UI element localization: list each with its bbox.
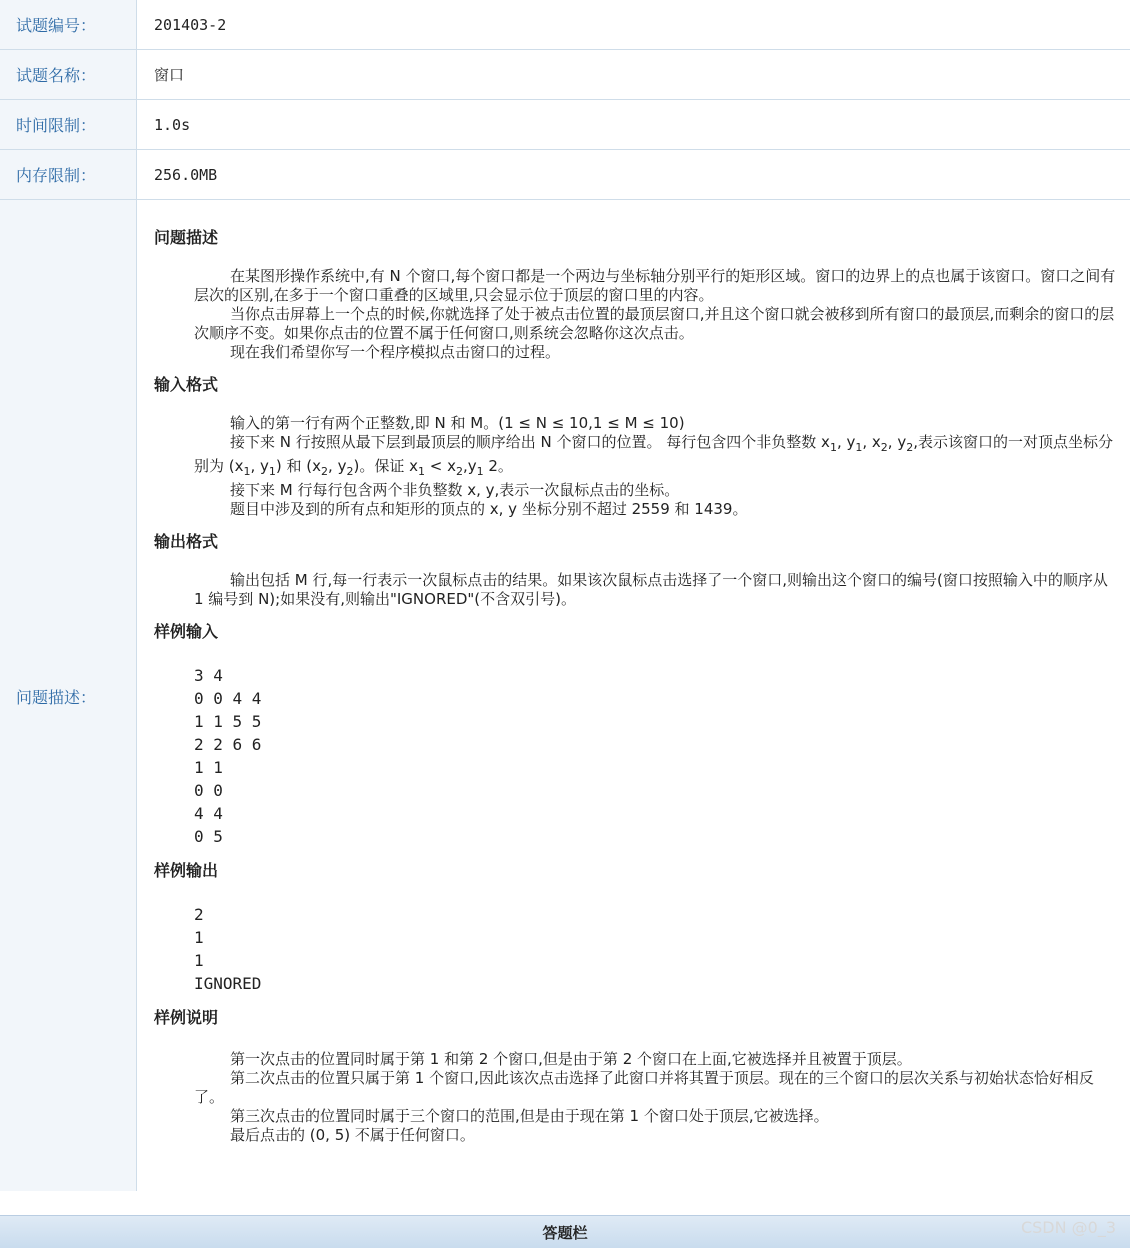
input-p2-b: , y — [836, 433, 856, 451]
sample-explanation-text — [154, 1050, 1120, 1145]
answer-bar-label: 答题栏 — [542, 1223, 588, 1242]
sample-input: 3 4 0 0 4 4 1 1 5 5 2 2 6 6 1 1 0 0 4 4 0 5 — [194, 666, 262, 846]
sub-x1b: 1 — [243, 465, 251, 478]
answer-bar[interactable] — [0, 1215, 1130, 1248]
value-time-limit: 1.0s — [154, 115, 191, 134]
input-p3: 接下来 M 行每行包含两个非负整数 x, y,表示一次鼠标点击的坐标。 — [230, 481, 680, 499]
heading-sample-output: 样例输出 — [154, 861, 219, 880]
label-problem-description: 问题描述： — [0, 200, 137, 1192]
label-time-limit: 时间限制： — [0, 100, 137, 149]
explain-p1: 第一次点击的位置同时属于第 1 和第 2 个窗口,但是由于第 2 个窗口在上面,它被选择并且被置于顶层。 — [230, 1050, 912, 1068]
row-time-limit — [0, 100, 1130, 150]
row-memory-limit — [0, 150, 1130, 200]
input-p4: 题目中涉及到的所有点和矩形的顶点的 x, y 坐标分别不超过 2559 和 1439。 — [230, 500, 748, 518]
sub-y1c: 1 — [476, 465, 484, 478]
heading-input-format: 输入格式 — [154, 375, 219, 394]
sub-y1b: 1 — [268, 465, 276, 478]
sub-x2c: 2 — [455, 465, 463, 478]
input-p2-e: ,表示该窗口的一对顶点坐标分别为 (x — [194, 433, 1113, 475]
heading-description: 问题描述 — [154, 228, 219, 247]
description-p3: 现在我们希望你写一个程序模拟点击窗口的过程。 — [230, 343, 561, 361]
row-problem-description — [0, 200, 1130, 1193]
input-p2 — [194, 433, 1120, 481]
label-problem-id: 试题编号： — [0, 0, 137, 49]
input-p2-c: , x — [862, 433, 881, 451]
explain-p2: 第二次点击的位置只属于第 1 个窗口,因此该次点击选择了此窗口并将其置于顶层。现在的三个窗口的层次关系与初始状态恰好相反了。 — [194, 1069, 1094, 1106]
input-p2-g: ) 和 (x — [275, 457, 322, 475]
input-p2-j: < x — [424, 457, 456, 475]
heading-sample-explanation: 样例说明 — [154, 1008, 219, 1027]
sub-x1c: 1 — [417, 465, 425, 478]
sub-y1: 1 — [855, 441, 863, 454]
label-memory-limit: 内存限制： — [0, 150, 137, 199]
input-p2-i: )。保证 x — [353, 457, 418, 475]
explain-p4: 最后点击的 (0, 5) 不属于任何窗口。 — [230, 1126, 475, 1144]
sample-output: 2 1 1 IGNORED — [194, 905, 262, 993]
value-memory-limit: 256.0MB — [154, 165, 218, 184]
input-p2-f: , y — [250, 457, 269, 475]
row-problem-name — [0, 50, 1130, 100]
sub-y2: 2 — [906, 441, 914, 454]
sub-x1: 1 — [829, 441, 837, 454]
heading-sample-input: 样例输入 — [154, 622, 219, 641]
heading-output-format: 输出格式 — [154, 532, 219, 551]
input-p2-l: 2。 — [483, 457, 513, 475]
input-p2-a: 接下来 N 行按照从最下层到最顶层的顺序给出 N 个窗口的位置。 每行包含四个非负整数 x — [230, 433, 830, 451]
value-problem-id: 201403-2 — [154, 15, 227, 34]
watermark: CSDN @0_3 — [1020, 1218, 1116, 1237]
description-p1: 在某图形操作系统中,有 N 个窗口,每个窗口都是一个两边与坐标轴分别平行的矩形区域。窗口的边界上的点也属于该窗口。窗口之间有层次的区别,在多于一个窗口重叠的区域里,只会显示位于顶层的窗口里的内容。 — [194, 267, 1116, 304]
problem-content — [137, 200, 1130, 1192]
sub-x2: 2 — [880, 441, 888, 454]
sub-y2b: 2 — [346, 465, 354, 478]
row-problem-id — [0, 0, 1130, 50]
description-text — [154, 267, 1120, 362]
label-problem-name: 试题名称： — [0, 50, 137, 99]
output-p1: 输出包括 M 行,每一行表示一次鼠标点击的结果。如果该次鼠标点击选择了一个窗口,则输出这个窗口的编号(窗口按照输入中的顺序从 1 编号到 N);如果没有,则输出"IGNORED"(不含双引号)。 — [194, 571, 1108, 608]
input-p2-h: , y — [328, 457, 347, 475]
table-bottom-spacer — [0, 1191, 1130, 1215]
value-problem-name: 窗口 — [154, 66, 185, 84]
input-format-text — [154, 414, 1120, 519]
input-p2-k: ,y — [462, 457, 477, 475]
input-p2-d: , y — [887, 433, 907, 451]
description-p2: 当你点击屏幕上一个点的时候,你就选择了处于被点击位置的最顶层窗口,并且这个窗口就会被移到所有窗口的最顶层,而剩余的窗口的层次顺序不变。如果你点击的位置不属于任何窗口,则系统会忽略你这次点击。 — [194, 305, 1115, 342]
output-format-text — [154, 571, 1120, 609]
sub-x2b: 2 — [321, 465, 329, 478]
explain-p3: 第三次点击的位置同时属于三个窗口的范围,但是由于现在第 1 个窗口处于顶层,它被选择。 — [230, 1107, 829, 1125]
input-p1: 输入的第一行有两个正整数,即 N 和 M。(1 ≤ N ≤ 10,1 ≤ M ≤ 10) — [230, 414, 685, 432]
